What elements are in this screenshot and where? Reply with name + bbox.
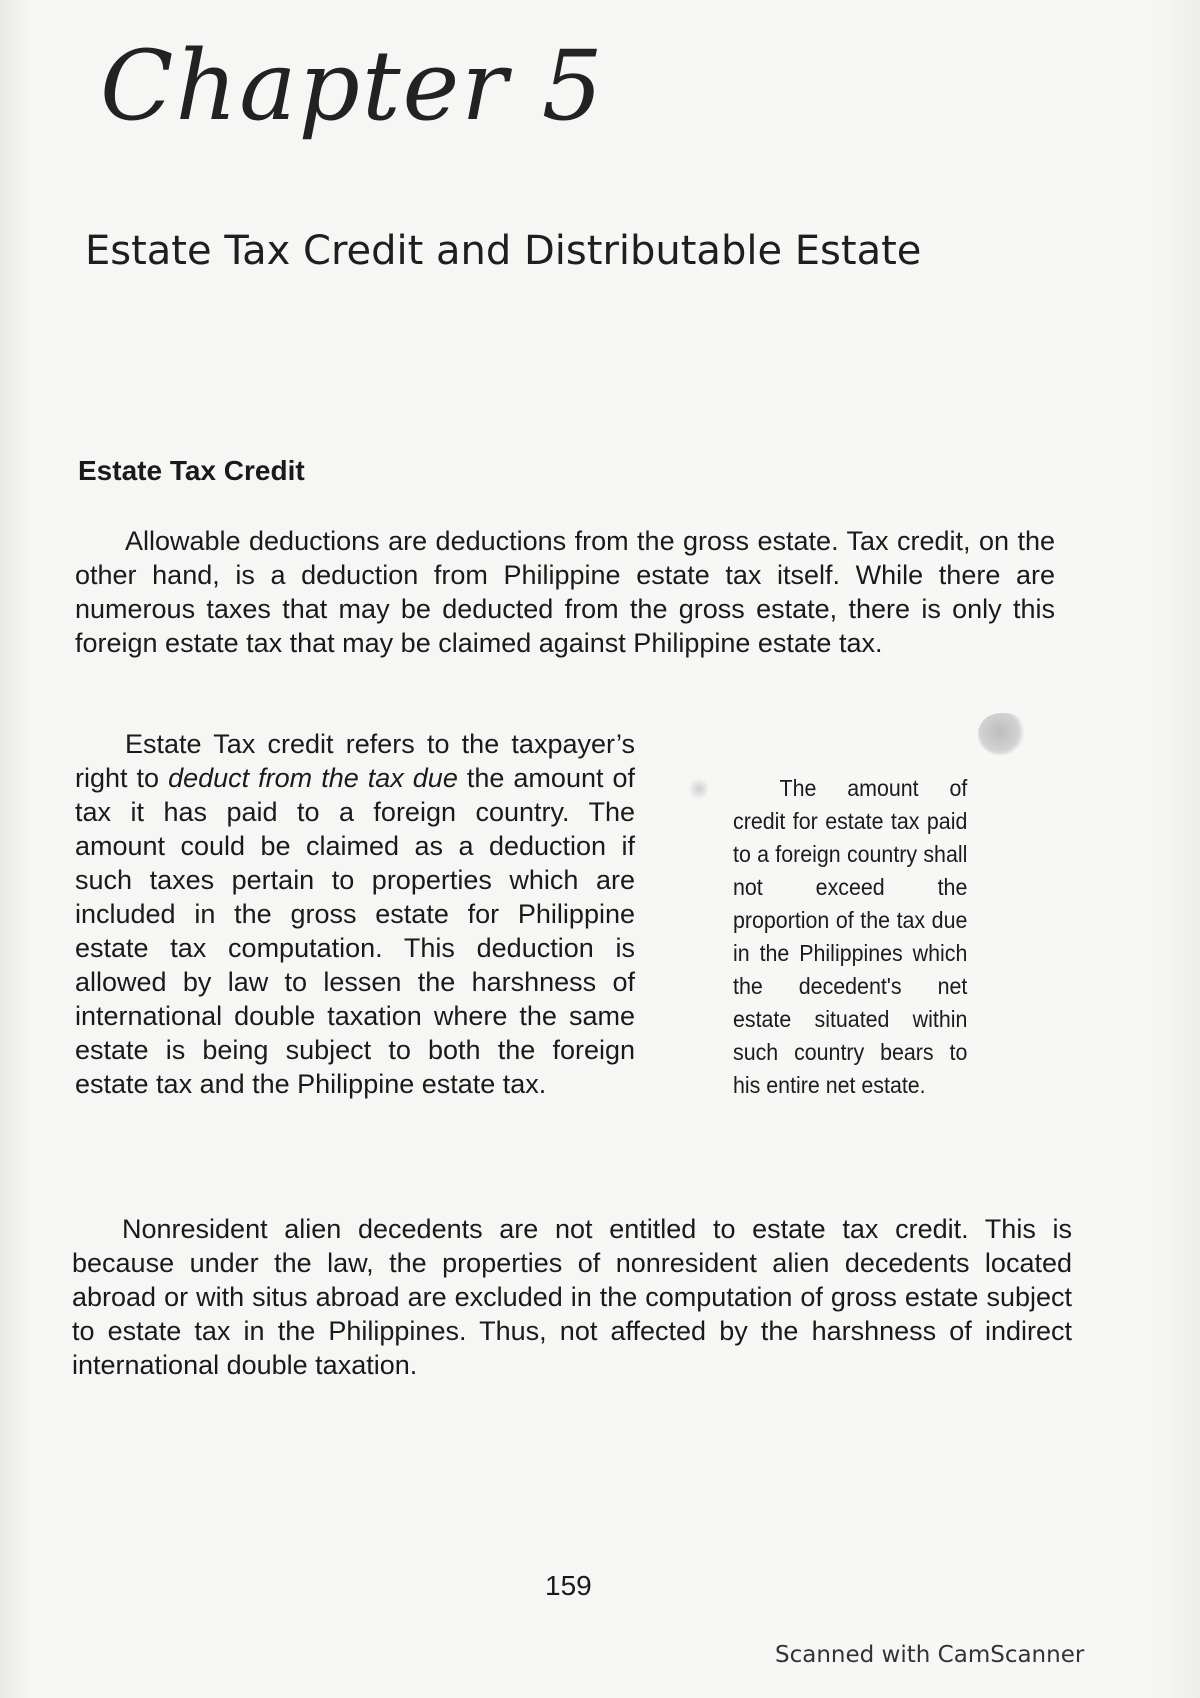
- paragraph-tax-credit-definition: [75, 727, 635, 1101]
- chapter-title: Estate Tax Credit and Distributable Estate: [85, 228, 922, 274]
- ink-speck-mark: [690, 776, 708, 802]
- definition-text-start: Estate Tax credit refers to the taxpayer’s right to: [75, 729, 635, 793]
- section-heading: Estate Tax Credit: [78, 455, 305, 486]
- paragraph-nonresident-aliens: Nonresident alien decedents are not entitled to estate tax credit. This is because under the law, the properties of nonresident alien decedents located abroad or with situs abroad are excluded in the computation of gross estate subject to estate tax in the Philippines. Thus, not affected by the harshness of indirect international double taxation.: [72, 1214, 1072, 1380]
- sidebar-note: The amount of credit for estate tax paid to a foreign country shall not exceed the proportion of the tax due in the Philippines which the decedent's net estate situated within such country bears to his entire net estate.: [733, 775, 968, 1098]
- page-number: 159: [545, 1570, 592, 1601]
- scanner-watermark: Scanned with CamScanner: [775, 1642, 1085, 1668]
- definition-text-end: the amount of tax it has paid to a foreign country. The amount could be claimed as a deduction if such taxes pertain to properties which are included in the gross estate for Philippine estate tax computation. This deduction is allowed by law to lessen the harshness of international double taxation where the same estate is being subject to both the foreign estate tax and the Philippine estate tax.: [75, 763, 636, 1099]
- paragraph-tax-credit-intro: Allowable deductions are deductions from the gross estate. Tax credit, on the other hand, is a deduction from Philippine estate tax itself. While there are numerous taxes that may be deducted from the gross estate, there is only this foreign estate tax that may be claimed against Philippine estate tax.: [75, 526, 1055, 658]
- definition-emphasis: deduct from the tax due: [168, 763, 458, 793]
- ink-blot-mark: [978, 713, 1026, 755]
- chapter-label: Chapter 5: [100, 30, 605, 142]
